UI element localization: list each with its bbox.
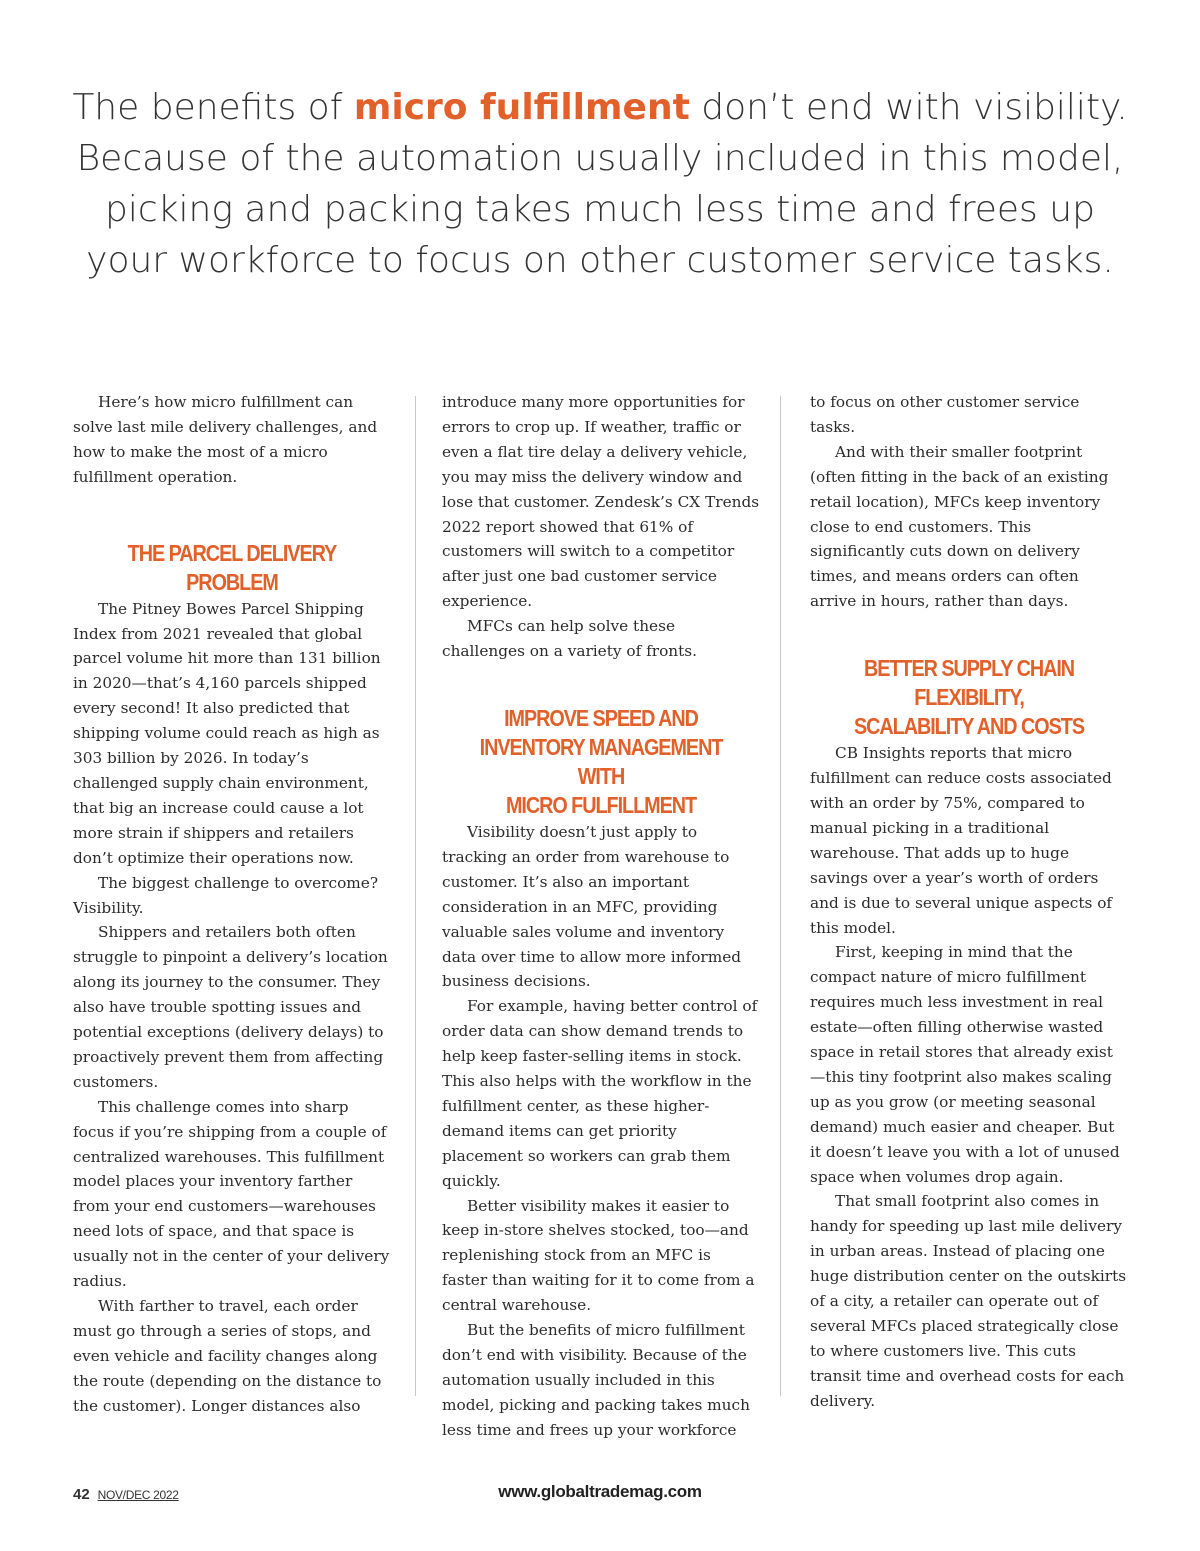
paragraph: For example, having better control of order data can show demand trends to help keep faster-selling items in stock. This also helps with the workflow in the fulfillment center, as these higher-demand items can get priority placement so workers can grab them quickly.	[442, 997, 758, 1190]
column-divider	[780, 396, 781, 1396]
page-number: 42	[73, 1486, 90, 1503]
paragraph: Visibility doesn’t just apply to tracking an order from warehouse to customer. It’s also an important consideration in an MFC, providing valuable sales volume and inventory data over time to allow more informed business decisions.	[442, 822, 742, 991]
footer-website: www.globaltrademag.com	[498, 1482, 702, 1501]
paragraph: This challenge comes into sharp focus if you’re shipping from a couple of centralized warehouses. This fulfillment model places your inventory farther from your end customers—warehouses need lots of space, and that space is usually not in the center of your delivery radius.	[73, 1097, 390, 1291]
paragraph: But the benefits of micro fulfillment don’t end with visibility. Because of the automation usually included in this model, picking and packing takes much less time and frees up your workforce	[442, 1321, 750, 1439]
column-2	[442, 390, 760, 1439]
column-3	[810, 390, 1128, 1410]
pull-quote-after: don’t end with visibility. Because of the automation usually included in this model, picking and packing takes much less time and frees up your workforce to focus on other customer service tasks.	[76, 87, 1128, 281]
heading-line: INVENTORY MANAGEMENT WITH	[479, 733, 723, 789]
pull-quote-highlight: micro fulfillment	[353, 87, 690, 128]
intro-paragraph: Here’s how micro fulfillment can solve last mile delivery challenges, and how to make the most of a micro fulfillment operation.	[73, 393, 378, 486]
section-heading-improve-speed	[464, 704, 737, 820]
paragraph: to focus on other customer service tasks.	[810, 393, 1080, 436]
paragraph: CB Insights reports that micro fulfillment can reduce costs associated with an order by 75%, compared to manual picking in a traditional warehouse. That adds up to huge savings over a year’s worth of orders and is due to several unique aspects of this model.	[810, 744, 1113, 937]
section-heading-supply-chain	[832, 654, 1105, 741]
heading-line: BETTER SUPPLY CHAIN FLEXIBILITY,	[863, 655, 1075, 711]
paragraph: With farther to travel, each order must go through a series of stops, and even vehicle and facility changes along the route (depending on the distance to the customer). Longer distances also	[73, 1297, 382, 1415]
heading-line: MICRO FULFILLMENT	[505, 791, 697, 818]
paragraph: The Pitney Bowes Parcel Shipping Index from 2021 revealed that global parcel volume hit more than 131 billion in 2020—that’s 4,160 parcels shipped every second! It also predicted that shipping volume could reach as high as 303 billion by 2026. In today’s challenged supply chain environment, that big an increase could cause a lot more strain if shippers and retailers don’t optimize their operations now.	[73, 599, 381, 867]
column-1	[73, 390, 391, 1415]
paragraph: The biggest challenge to overcome? Visibility.	[73, 873, 379, 917]
paragraph: Better visibility makes it easier to keep in-store shelves stocked, too—and replenishing stock from an MFC is faster than waiting for it to come from a central warehouse.	[442, 1196, 755, 1315]
paragraph: First, keeping in mind that the compact nature of micro fulfillment requires much less investment in real estate—often filling otherwise wasted space in retail stores that already exist—this tiny footprint also makes scaling up as you grow (or meeting seasonal demand) much easier and cheaper. But it doesn’t leave you with a lot of unused space when volumes drop again.	[810, 943, 1120, 1186]
pull-quote-before: The benefits of	[72, 87, 354, 128]
pull-quote	[70, 82, 1130, 286]
paragraph: And with their smaller footprint (often fitting in the back of an existing retail location), MFCs keep inventory close to end customers. This significantly cuts down on delivery times, and means orders can often arrive in hours, rather than days.	[810, 442, 1109, 611]
paragraph: MFCs can help solve these challenges on a variety of fronts.	[442, 617, 697, 661]
heading-line: IMPROVE SPEED AND	[504, 704, 698, 731]
issue-date: NOV/DEC 2022	[97, 1488, 179, 1502]
paragraph: That small footprint also comes in handy for speeding up last mile delivery in urban areas. Instead of placing one huge distribution center on the outskirts of a city, a retailer can operate out of several MFCs placed strategically close to where customers live. This cuts transit time and overhead costs for each delivery.	[810, 1192, 1127, 1410]
paragraph: introduce many more opportunities for errors to crop up. If weather, traffic or even a flat tire delay a delivery vehicle, you may miss the delivery window and lose that customer. Zendesk’s CX Trends 2022 report showed that 61% of customers will switch to a competitor after just one bad customer service experience.	[442, 393, 760, 611]
column-divider	[415, 396, 416, 1396]
article-columns	[73, 390, 1131, 1439]
paragraph: Shippers and retailers both often struggle to pinpoint a delivery’s location along its journey to the consumer. They also have trouble spotting issues and potential exceptions (delivery delays) to proactively prevent them from affecting customers.	[73, 923, 388, 1091]
heading-line: SCALABILITY AND COSTS	[854, 713, 1084, 740]
section-heading-parcel-delivery: THE PARCEL DELIVERY PROBLEM	[127, 539, 337, 595]
